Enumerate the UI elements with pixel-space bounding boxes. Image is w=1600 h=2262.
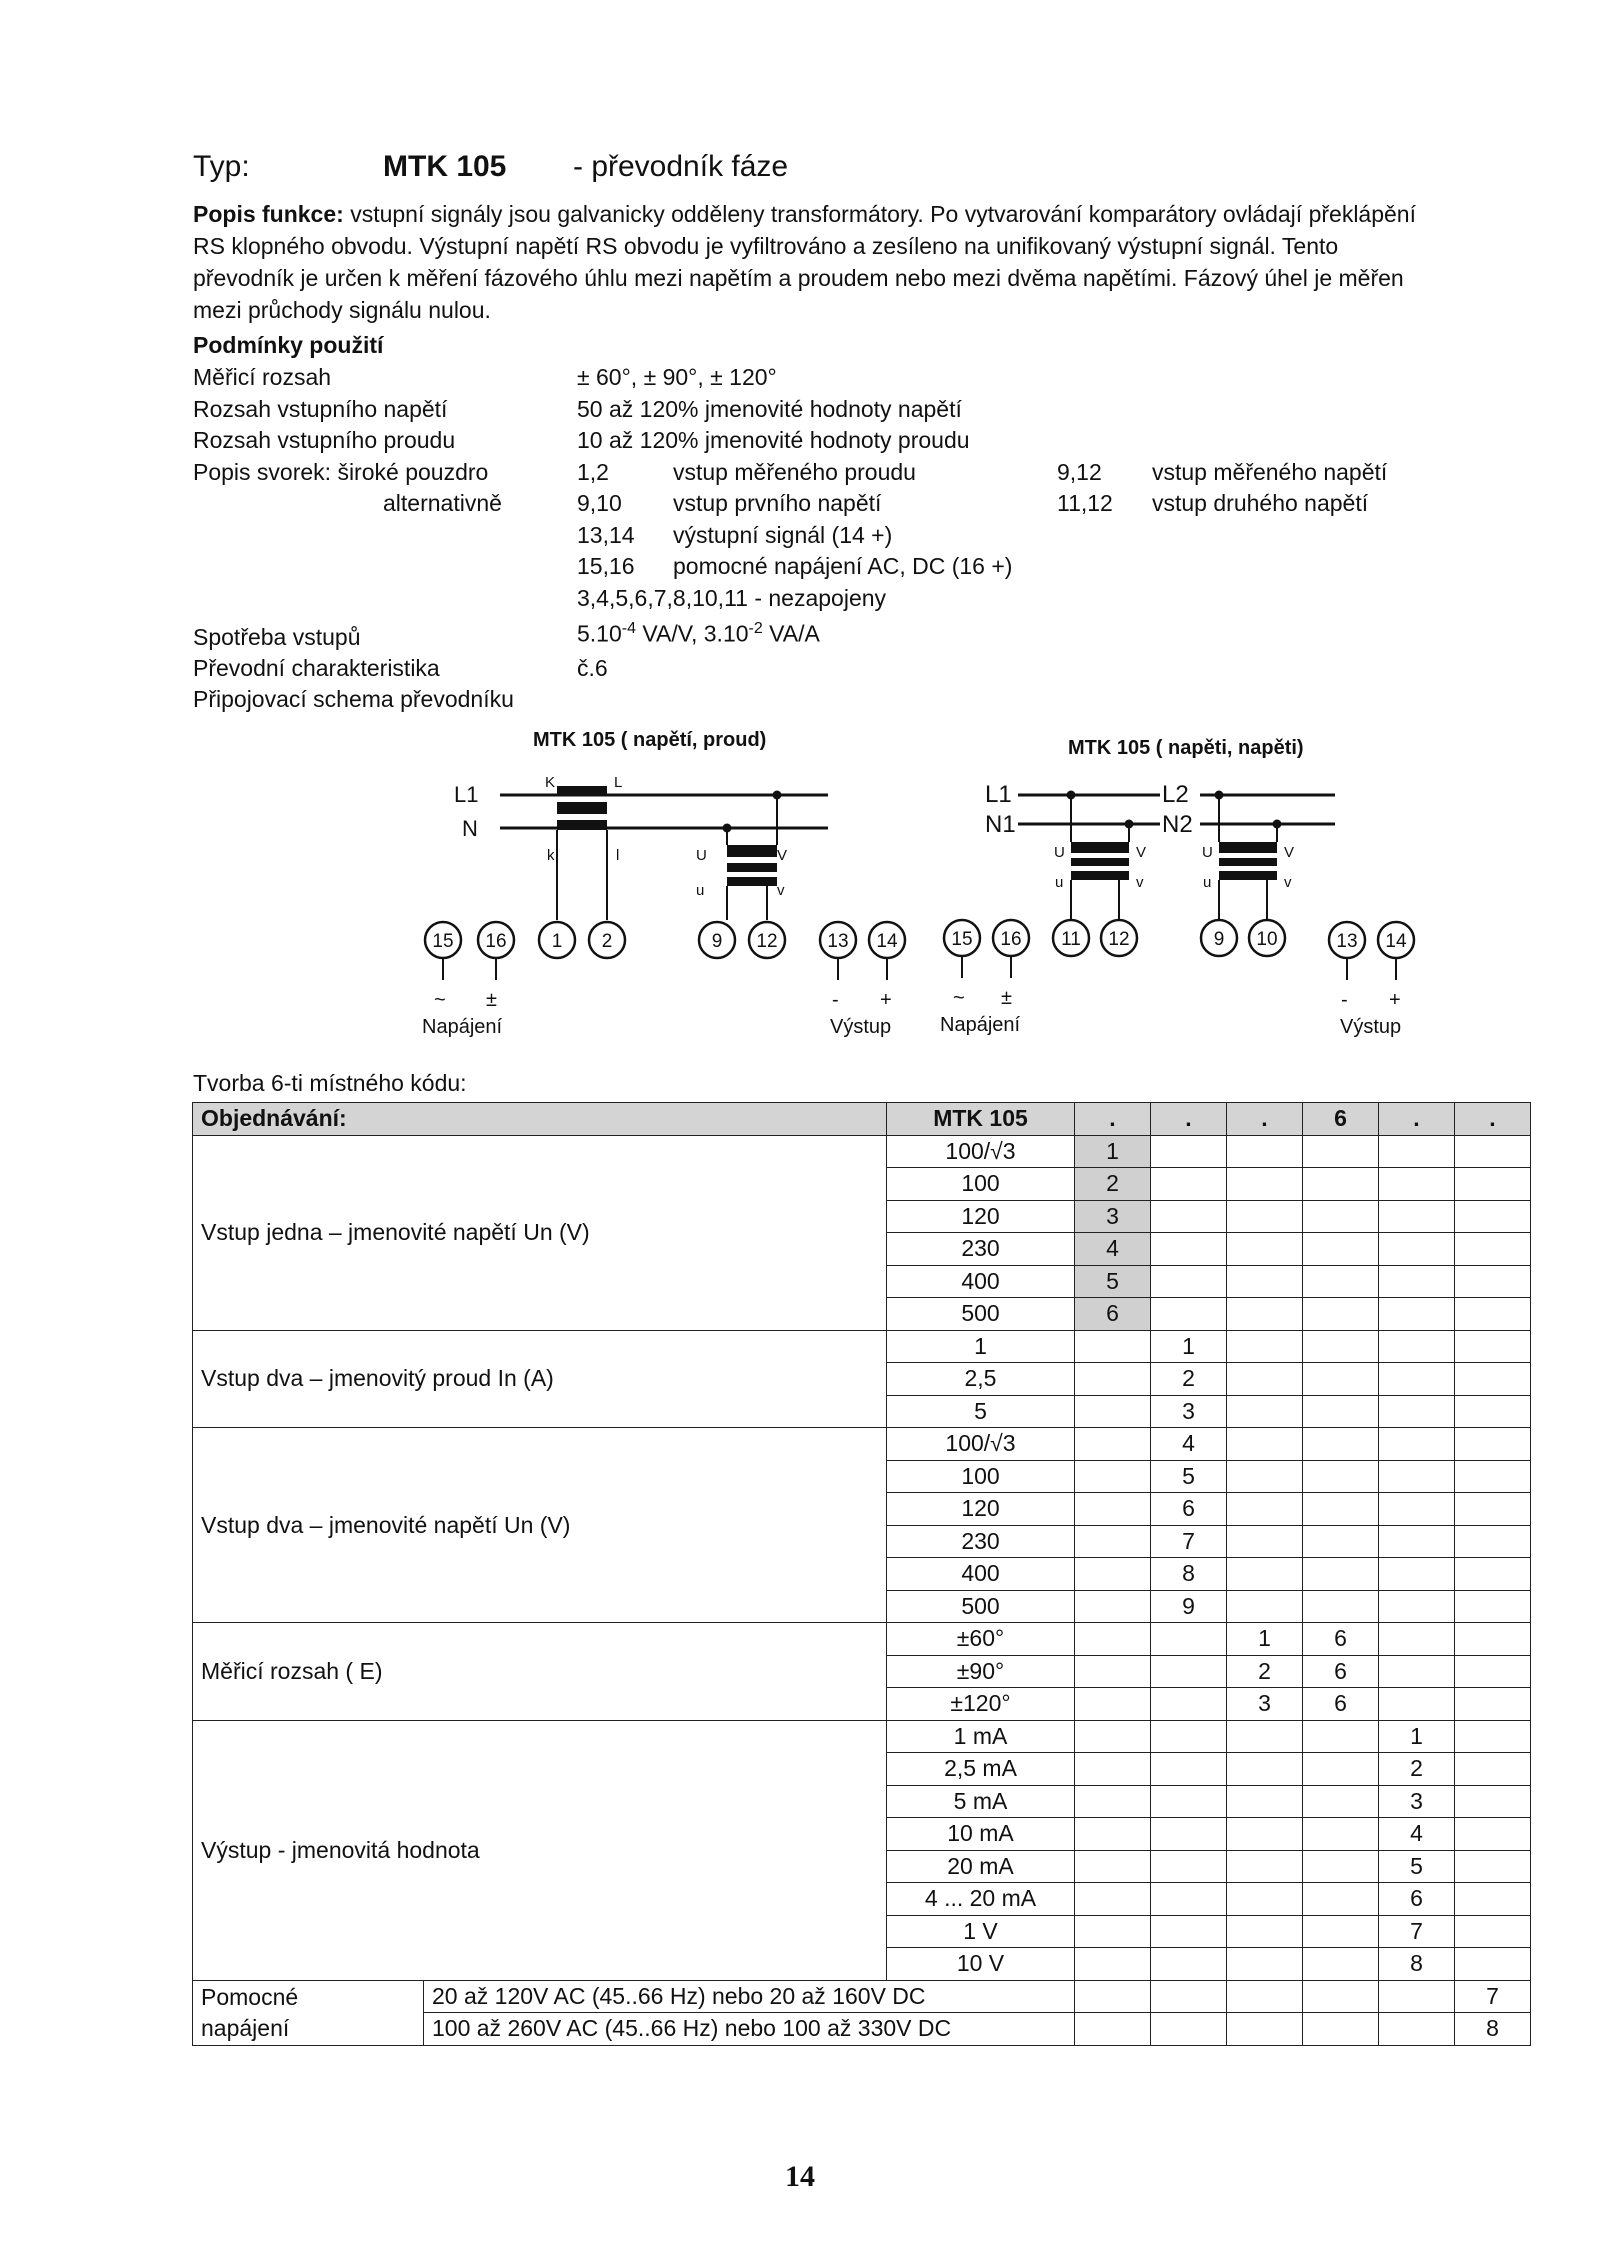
terminal-1: 1 <box>551 931 563 952</box>
label-v-2: v <box>1284 874 1292 891</box>
code-cell: 6 <box>1303 1655 1379 1688</box>
code-cell: 6 <box>1075 1298 1151 1331</box>
ac-symbol-right: ~ <box>953 987 965 1009</box>
right-diagram <box>940 737 1414 1038</box>
code-cell: 1 <box>1379 1720 1455 1753</box>
function-label: Popis funkce: <box>193 201 344 227</box>
terminal-2b-text: vstup druhého napětí <box>1152 490 1369 516</box>
terminal-2b-number: 11,12 <box>1057 490 1113 516</box>
function-text: vstupní signály jsou galvanicky odděleny transformátory. Po vytvarování komparátory ovládají překlápění RS klopného obvodu. Výstupní napětí RS obvodu je vyfiltrováno a zesíleno na unifikovaný výstupní signál. Tento převodník je určen k měření fázového úhlu mezi napětím a proudem nebo mezi dvěma napětími. Fázový úhel je měřen mezi průchody signálu nulou. <box>193 201 1416 323</box>
terminal-9-right: 9 <box>1213 929 1225 950</box>
terminal-13: 13 <box>827 931 849 952</box>
wiring-diagram <box>400 720 1440 1050</box>
header-order-label: Objednávání: <box>193 1103 887 1136</box>
code-cell: 7 <box>1455 1980 1531 2013</box>
terminal-1-text: vstup měřeného proudu <box>673 459 916 485</box>
table-cell: 1 V <box>887 1915 1075 1948</box>
header-pos2: . <box>1151 1103 1227 1136</box>
header-model: MTK 105 <box>887 1103 1075 1136</box>
terminal-2-number: 9,10 <box>577 490 622 516</box>
table-cell: ±60° <box>887 1623 1075 1656</box>
current-range-label: Rozsah vstupního proudu <box>193 427 456 453</box>
label-L1: L1 <box>454 782 479 807</box>
voltage-range-value: 50 až 120% jmenovité hodnoty napětí <box>577 396 962 422</box>
label-u-2: u <box>1203 874 1212 891</box>
pm-symbol: ± <box>486 989 497 1011</box>
label-u-1: u <box>1055 874 1064 891</box>
code-cell: 2 <box>1379 1753 1455 1786</box>
terminal-11-right: 11 <box>1061 929 1081 950</box>
code-cell: 6 <box>1303 1688 1379 1721</box>
table-header-row <box>193 1103 1531 1136</box>
terminal-2-text: vstup prvního napětí <box>673 490 882 516</box>
code-cell: 3 <box>1227 1688 1303 1721</box>
table-cell: 2,5 mA <box>887 1753 1075 1786</box>
table-cell: 100/√3 <box>887 1135 1075 1168</box>
label-v: v <box>777 882 785 899</box>
table-row <box>193 1720 1531 1753</box>
output-label-right: Výstup <box>1340 1016 1402 1038</box>
page-number: 14 <box>785 2160 815 2193</box>
terminal-4-number: 15,16 <box>577 553 635 579</box>
group-label: Vstup dva – jmenovité napětí Un (V) <box>193 1428 887 1623</box>
table-row <box>193 1980 1531 2013</box>
table-cell: 230 <box>887 1233 1075 1266</box>
table-row <box>193 1623 1531 1656</box>
table-cell: 120 <box>887 1493 1075 1526</box>
terminal-10-right: 10 <box>1256 929 1278 950</box>
schema-label: Připojovací schema převodníku <box>193 686 514 712</box>
code-cell: 6 <box>1379 1883 1455 1916</box>
alternative-label: alternativně <box>383 490 502 516</box>
terminal-12: 12 <box>756 931 778 952</box>
terminal-16-right: 16 <box>1000 929 1022 950</box>
code-cell: 2 <box>1227 1655 1303 1688</box>
table-cell: ±120° <box>887 1688 1075 1721</box>
table-cell: 2,5 <box>887 1363 1075 1396</box>
range-label: Měřicí rozsah <box>193 364 332 390</box>
label-v-1: v <box>1136 874 1144 891</box>
plus-symbol: + <box>880 989 892 1011</box>
table-cell: 20 mA <box>887 1850 1075 1883</box>
header-pos1: . <box>1075 1103 1151 1136</box>
terminal-14: 14 <box>876 931 898 952</box>
current-range-value: 10 až 120% jmenovité hodnoty proudu <box>577 427 970 453</box>
left-diagram <box>422 729 905 1038</box>
plus-symbol-right: + <box>1389 989 1401 1011</box>
terminal-14-right: 14 <box>1385 931 1407 952</box>
table-cell: 100 až 260V AC (45..66 Hz) nebo 100 až 330V DC <box>424 2013 1075 2046</box>
table-cell: 100/√3 <box>887 1428 1075 1461</box>
label-N: N <box>462 816 478 841</box>
table-cell: 400 <box>887 1265 1075 1298</box>
code-cell: 5 <box>1151 1460 1227 1493</box>
table-cell: 5 <box>887 1395 1075 1428</box>
group-label: Vstup jedna – jmenovité napětí Un (V) <box>193 1135 887 1330</box>
table-cell: 1 mA <box>887 1720 1075 1753</box>
voltage-range-label: Rozsah vstupního napětí <box>193 396 448 422</box>
supply-label: Napájení <box>422 1016 503 1038</box>
minus-symbol-right: - <box>1341 989 1348 1011</box>
terminal-4-text: pomocné napájení AC, DC (16 +) <box>673 553 1013 579</box>
code-cell: 3 <box>1151 1395 1227 1428</box>
table-cell: 120 <box>887 1200 1075 1233</box>
header-pos6: . <box>1455 1103 1531 1136</box>
model-name: MTK 105 <box>383 150 507 183</box>
terminal-16: 16 <box>485 931 507 952</box>
terminal-3-number: 13,14 <box>577 522 635 548</box>
table-cell: 500 <box>887 1590 1075 1623</box>
terminal-9: 9 <box>711 931 723 952</box>
label-u: u <box>696 882 705 899</box>
terminal-15-right: 15 <box>951 929 973 950</box>
group-label: Výstup - jmenovitá hodnota <box>193 1720 887 1980</box>
group-label: Vstup dva – jmenovitý proud In (A) <box>193 1330 887 1428</box>
label-U-2: U <box>1202 844 1213 861</box>
right-diagram-title: MTK 105 ( napěti, napěti) <box>1068 737 1304 759</box>
code-cell: 6 <box>1151 1493 1227 1526</box>
terminals-label: Popis svorek: široké pouzdro <box>193 459 489 485</box>
table-cell: ±90° <box>887 1655 1075 1688</box>
type-label: Typ: <box>193 150 250 183</box>
label-L2: L2 <box>1162 781 1189 808</box>
minus-symbol: - <box>832 989 839 1011</box>
code-cell: 9 <box>1151 1590 1227 1623</box>
table-row <box>193 1330 1531 1363</box>
code-cell: 4 <box>1379 1818 1455 1851</box>
label-V: V <box>777 847 788 864</box>
supply-label-right: Napájení <box>940 1014 1021 1036</box>
table-cell: 100 <box>887 1168 1075 1201</box>
code-cell: 2 <box>1075 1168 1151 1201</box>
table-cell: 5 mA <box>887 1785 1075 1818</box>
characteristic-label: Převodní charakteristika <box>193 655 440 681</box>
output-label: Výstup <box>830 1016 892 1038</box>
ac-symbol: ~ <box>434 989 446 1011</box>
code-cell: 7 <box>1379 1915 1455 1948</box>
header-pos4: 6 <box>1303 1103 1379 1136</box>
table-cell: 10 V <box>887 1948 1075 1981</box>
function-description <box>193 198 1443 326</box>
terminal-1b-text: vstup měřeného napětí <box>1152 459 1388 485</box>
consumption-value: $5.10^{-4}$ VA/V, $3.10^{-2}$ VA/A <box>577 620 820 647</box>
code-cell: 6 <box>1303 1623 1379 1656</box>
table-cell: 100 <box>887 1460 1075 1493</box>
device-description: - převodník fáze <box>573 150 789 183</box>
code-cell: 1 <box>1151 1330 1227 1363</box>
label-V-2: V <box>1284 844 1295 861</box>
code-table-title: Tvorba 6-ti místného kódu: <box>193 1070 467 1096</box>
code-cell: 1 <box>1227 1623 1303 1656</box>
terminal-15: 15 <box>432 931 454 952</box>
terminal-1-number: 1,2 <box>577 459 609 485</box>
terminal-3-text: výstupní signál (14 +) <box>673 522 893 548</box>
label-U-1: U <box>1054 844 1065 861</box>
label-L: L <box>614 774 623 791</box>
code-cell: 3 <box>1379 1785 1455 1818</box>
terminal-1b-number: 9,12 <box>1057 459 1102 485</box>
left-diagram-title: MTK 105 ( napětí, proud) <box>533 729 767 751</box>
pm-symbol-right: ± <box>1001 987 1012 1009</box>
terminal-13-right: 13 <box>1336 931 1358 952</box>
terminal-unused: 3,4,5,6,7,8,10,11 - nezapojeny <box>577 585 887 611</box>
group-label: Měřicí rozsah ( E) <box>193 1623 887 1721</box>
code-cell: 5 <box>1075 1265 1151 1298</box>
order-code-table <box>192 1102 1531 2046</box>
group-label: Pomocné napájení <box>193 1980 424 2045</box>
label-V-1: V <box>1136 844 1147 861</box>
conditions-heading: Podmínky použití <box>193 332 384 358</box>
code-cell: 8 <box>1151 1558 1227 1591</box>
table-cell: 400 <box>887 1558 1075 1591</box>
label-K: K <box>545 774 556 791</box>
code-cell: 5 <box>1379 1850 1455 1883</box>
consumption-label: Spotřeba vstupů <box>193 624 361 650</box>
label-l: l <box>616 847 620 864</box>
header-pos5: . <box>1379 1103 1455 1136</box>
range-value: ± 60°, ± 90°, ± 120° <box>577 364 777 390</box>
table-row <box>193 1135 1531 1168</box>
code-cell: 7 <box>1151 1525 1227 1558</box>
terminal-12-right: 12 <box>1108 929 1130 950</box>
label-N2: N2 <box>1162 811 1193 838</box>
code-cell: 1 <box>1075 1135 1151 1168</box>
label-U: U <box>696 847 707 864</box>
code-cell: 8 <box>1455 2013 1531 2046</box>
header-pos3: . <box>1227 1103 1303 1136</box>
code-cell: 4 <box>1151 1428 1227 1461</box>
label-L1-right: L1 <box>985 781 1012 808</box>
terminal-2: 2 <box>601 931 613 952</box>
code-cell: 4 <box>1075 1233 1151 1266</box>
table-cell: 500 <box>887 1298 1075 1331</box>
table-cell: 230 <box>887 1525 1075 1558</box>
table-cell: 10 mA <box>887 1818 1075 1851</box>
code-cell: 3 <box>1075 1200 1151 1233</box>
table-row <box>193 1428 1531 1461</box>
table-cell: 20 až 120V AC (45..66 Hz) nebo 20 až 160V DC <box>424 1980 1075 2013</box>
table-cell: 4 ... 20 mA <box>887 1883 1075 1916</box>
characteristic-value: č.6 <box>577 655 608 681</box>
code-cell: 8 <box>1379 1948 1455 1981</box>
label-N1: N1 <box>985 811 1016 838</box>
table-cell: 1 <box>887 1330 1075 1363</box>
code-cell: 2 <box>1151 1363 1227 1396</box>
label-k: k <box>547 847 555 864</box>
